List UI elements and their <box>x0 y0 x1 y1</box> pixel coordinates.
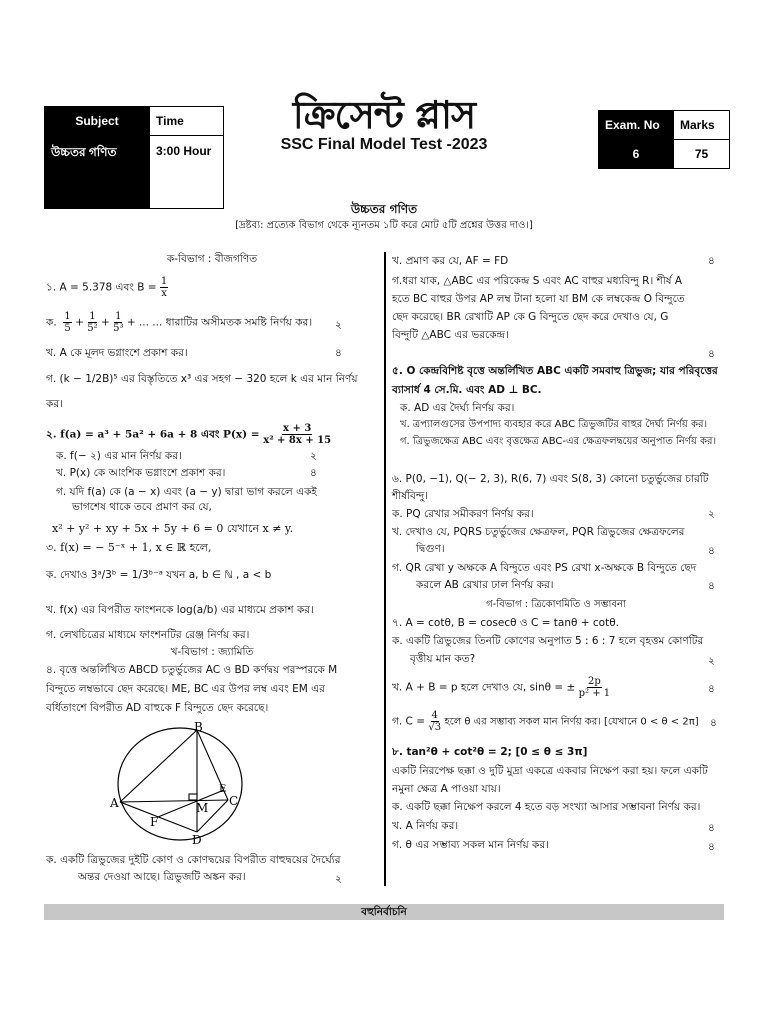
q4-ka-1: ক. একটি ত্রিভুজের দুইটি কোণ ও কোণদ্বয়ের বিপরীত বাহুদ্বয়ের দৈর্ঘ্যের <box>46 854 341 866</box>
q7-ga-mark: ৪ <box>710 717 717 729</box>
q8-ka: ক. একটি ছক্কা নিক্ষেপ করলে 4 হতে বড় সংখ্যা আসার সম্ভাবনা নির্ণয় কর। <box>392 801 701 813</box>
q4-ga-3: ছেদ করেছে। BR রেখাটি AP কে G বিন্দুতে ছেদ করে দেখাও যে, G <box>392 311 669 323</box>
q2-ka-mark: ২ <box>310 450 317 462</box>
label-F: F <box>150 815 159 829</box>
q1-fraction: $\frac{1}{x}$ <box>160 276 168 299</box>
mcq-section-title: বহুনির্বাচনি <box>44 904 724 920</box>
q6-line-1: ৬. P(0, −1), Q(− 2, 3), R(6, 7) এবং S(8, 3) কোনো চতুর্ভুজের চারটি <box>392 473 709 485</box>
q2-ga-3: x² + y² + xy + 5x + 5y + 6 = 0 যেখানে x ≠ y. <box>52 522 294 535</box>
q1-ga: গ. (k − 1/2B)⁵ এর বিস্তৃতিতে x³ এর সহগ − 320 হলে k এর মান নির্ণয় <box>46 373 358 385</box>
q2: ২. f(a) = a³ + 5a² + 6a + 8 এবং P(x) = $\frac{x + 3}{\text{x² + 8x + 15}}$ <box>46 423 332 446</box>
q6-ka-mark: ২ <box>708 508 715 520</box>
q6-ga-2: করলে AB রেখার ঢাল নির্ণয় কর। <box>416 579 554 591</box>
section-a-title: ক-বিভাগ : বীজগণিত <box>166 253 258 265</box>
q3-ga: গ. লেখচিত্রের মাধ্যমে ফাংশনটির রেঞ্জ নির্ণয় কর। <box>46 629 250 641</box>
q4-ga-4: বিন্দুটি △ABC এর ভরকেন্দ্র। <box>392 329 509 341</box>
section-b-title: খ-বিভাগ : জ্যামিতি <box>170 646 254 658</box>
q8-kha: খ. A নির্ণয় কর। <box>392 820 459 832</box>
q8-ga-mark: ৪ <box>708 841 715 853</box>
examno-label: Exam. No <box>599 111 674 140</box>
q4-line-1: ৪. বৃত্তে অন্তর্লিখিত ABCD চতুর্ভুজের AC ও BD কর্ণদ্বয় পরস্পরকে M <box>46 664 338 676</box>
q7-ga: গ. C = $\frac{4}{√3}$ হলে θ এর সম্ভাব্য সকল মান নির্ণয় কর। [যেখানে 0 < θ < 2π] <box>392 710 699 733</box>
q8: ৮. tan²θ + cot²θ = 2; [0 ≤ θ ≤ 3π] <box>392 746 588 758</box>
q7-ka-1: ক. একটি ত্রিভুজের তিনটি কোণের অনুপাত 5 : 6 : 7 হলে বৃহত্তম কোণটির <box>392 635 704 647</box>
q6-kha-mark: ৪ <box>708 545 715 557</box>
q2-ka: ক. f(− ২) এর মান নির্ণয় কর। <box>56 450 182 462</box>
time-label: Time <box>150 107 224 136</box>
q5-ka: ক. AD এর দৈর্ঘ্য নির্ণয় কর। <box>400 402 515 414</box>
q6-kha-2: দ্বিগুণ। <box>416 543 445 555</box>
q2-kha-mark: ৪ <box>310 467 317 479</box>
paper-subject: উচ্চতর গণিত <box>350 202 418 216</box>
q1-ka-mark: ২ <box>335 319 342 331</box>
q4-ka-2: অন্তর দেওয়া আছে। ত্রিভুজটি অঙ্কন কর। <box>78 871 246 883</box>
exam-title: SSC Final Model Test -2023 <box>280 136 488 153</box>
q5-kha: খ. ত্রপ্যালগুসের উপপাদ্য ব্যবহার করে ABC ত্রিভুজটির বাহুর দৈর্ঘ্য নির্ণয় কর। <box>400 419 708 430</box>
q4-kha: খ. প্রমাণ কর যে, AF = FD <box>392 255 509 267</box>
q4-ga-1: গ.ধরা যাক, △ABC এর পরিকেন্দ্র S এবং AC বাহুর মধ্যবিন্দু R। শীর্ষ A <box>392 275 683 287</box>
q6-kha-1: খ. দেখাও যে, PQRS চতুর্ভুজের ক্ষেত্রফল, PQR ত্রিভুজের ক্ষেত্রফলের <box>392 526 685 538</box>
label-D: D <box>192 833 202 846</box>
q7-ka-2: বৃত্তীয় মান কত? <box>410 653 476 665</box>
q6-ga-mark: ৪ <box>708 580 715 592</box>
q7-ka-mark: ২ <box>708 655 715 667</box>
marks-value: 75 <box>674 140 730 169</box>
q3-ka: ক. দেখাও 3ᵃ/3ᵇ = 1/3ᵇ⁻ᵃ যখন a, b ∈ ℕ , a < b <box>46 569 272 581</box>
q1-ka: ক. $\frac{1}{5}$ + $\frac{1}{\text{5²}}$ + $\frac{1}{\text{5³}}$ + ... ... ধারাটির অসীমতক সমষ্টি নির্ণয় কর। <box>46 311 313 334</box>
label-M: M <box>196 801 209 815</box>
label-A: A <box>110 796 119 810</box>
q2-ga-2: ভাগশেষ থাকে তবে প্রমাণ কর যে, <box>72 501 212 513</box>
subject-time-table <box>44 106 224 209</box>
q5-line-1: ৫. O কেন্দ্রবিশিষ্ট বৃত্তে অন্তর্লিখিত ABC একটি সমবাহু ত্রিভুজ; যার পরিবৃত্তের <box>392 365 718 377</box>
q1-text: ১. A = 5.378 এবং B = <box>46 281 157 294</box>
q1-ga-cont: কর। <box>46 398 63 410</box>
q7-kha: খ. A + B = p হলে দেখাও যে, sinθ = ± $\frac{2p}{\text{p² + 1}}$ <box>392 676 611 699</box>
q8-line-2: নমুনা ক্ষেত্র A পাওয়া যায়। <box>392 783 501 795</box>
q6-line-2: শীর্ষবিন্দু। <box>392 490 429 502</box>
q4-ga-mark: ৪ <box>708 348 715 360</box>
label-B: B <box>194 720 203 734</box>
cyclic-quadrilateral-figure <box>100 720 260 846</box>
q1 <box>46 276 168 299</box>
q8-line-1: একটি নিরপেক্ষ ছক্কা ও দুটি মুদ্রা একত্রে একবার নিক্ষেপ করা হয়। ফলে একটি <box>392 765 708 777</box>
q4-kha-mark: ৪ <box>708 255 715 267</box>
q4-line-2: বিন্দুতে লম্বভাবে ছেদ করেছে। ME, BC এর উপর লম্ব এবং EM এর <box>46 683 325 695</box>
q8-ga: গ. θ এর সম্ভাব্য সকল মান নির্ণয় কর। <box>392 839 549 851</box>
logo: ক্রিসেন্ট প্লাস <box>292 92 476 137</box>
q4-ka-mark: ২ <box>335 873 342 885</box>
q2-kha: খ. P(x) কে আংশিক ভগ্নাংশে প্রকাশ কর। <box>56 467 226 479</box>
q3: ৩. f(x) = − 5⁻ˣ + 1, x ∈ ℝ হলে, <box>46 541 212 554</box>
q1-kha: খ. A কে মূলদ ভগ্নাংশে প্রকাশ কর। <box>46 347 188 359</box>
q7-kha-mark: ৪ <box>708 683 715 695</box>
marks-label: Marks <box>674 111 730 140</box>
q3-kha: খ. f(x) এর বিপরীত ফাংশনকে log(a/b) এর মাধ্যমে প্রকাশ কর। <box>46 604 314 616</box>
subject-value: উচ্চতর গণিত <box>45 136 150 209</box>
q8-kha-mark: ৪ <box>708 822 715 834</box>
q2-ga-1: গ. যদি f(a) কে (a − x) এবং (a − y) দ্বারা ভাগ করলে একই <box>56 486 317 498</box>
instruction: [দ্রষ্টব্য: প্রত্যেক বিভাগ থেকে ন্যূনতম ১টি করে মোট ৫টি প্রশ্নের উত্তর দাও।] <box>235 220 533 231</box>
q4-line-3: বর্ধিতাংশে বিপরীত AD বাহুকে F বিন্দুতে ছেদ করেছে। <box>46 702 269 714</box>
examno-value: 6 <box>599 140 674 169</box>
subject-label: Subject <box>45 107 150 136</box>
section-c-title: গ-বিভাগ : ত্রিকোণমিতি ও সম্ভাবনা <box>486 599 626 610</box>
column-divider <box>384 252 386 886</box>
label-C: C <box>229 794 239 808</box>
q7: ৭. A = cotθ, B = cosecθ ও C = tanθ + cotθ. <box>392 617 619 629</box>
q1-kha-mark: ৪ <box>335 347 342 359</box>
q6-ka: ক. PQ রেখার সমীকরণ নির্ণয় কর। <box>392 508 534 520</box>
q5-ga: গ. ত্রিভুজক্ষেত্র ABC এবং বৃত্তক্ষেত্র ABC-এর ক্ষেত্রফলদ্বয়ের অনুপাত নির্ণয় কর। <box>400 436 717 447</box>
q6-ga-1: গ. QR রেখা y অক্ষকে A বিন্দুতে এবং PS রেখা x-অক্ষকে B বিন্দুতে ছেদ <box>392 562 697 574</box>
q5-line-2: ব্যাসার্ধ 4 সে.মি. এবং AD ⊥ BC. <box>392 384 542 396</box>
time-value: 3:00 Hour <box>150 136 224 209</box>
label-E: E <box>219 784 227 795</box>
exam-marks-table <box>598 110 730 169</box>
q4-ga-2: হতে BC বাহুর উপর AP লম্ব টানা হলো যা BM কে লম্বকেন্দ্র O বিন্দুতে <box>392 293 685 305</box>
